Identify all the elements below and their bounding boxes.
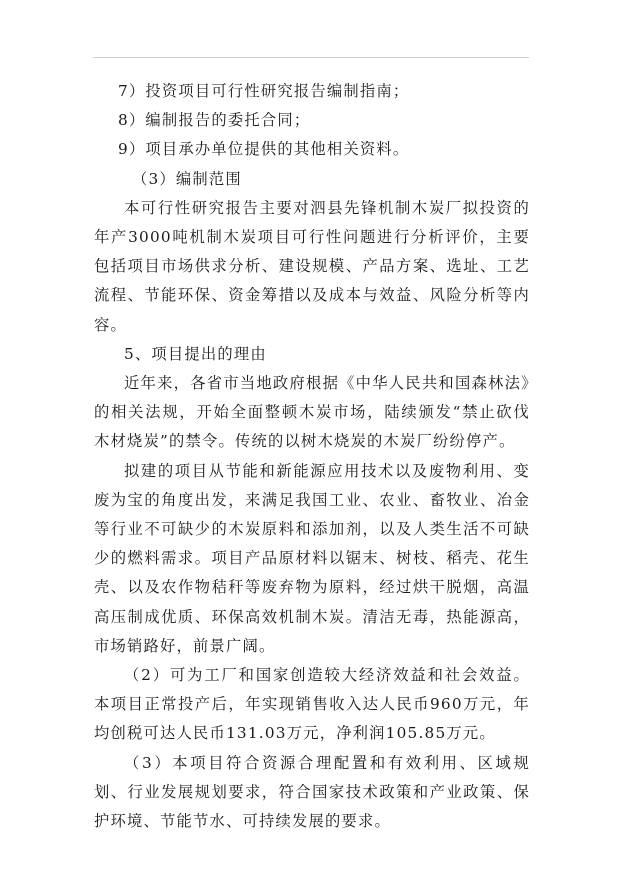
reason-paragraph-2: 拟建的项目从节能和新能源应用技术以及废物利用、变废为宝的角度出发，来满足我国工业、农业、畜牧业、冶金等行业不可缺少的木炭原料和添加剂，以及人类生活不可缺少的燃料需求。项目产品原材料以锯末、树枝、稻壳、花生壳、以及农作物秸秆等废弃物为原料，经过烘干脱烟，高温高压制成优质、环保高效机制木炭。清洁无毒，热能源高，市场销路好，前景广阔。 (94, 461, 530, 655)
section-reason-heading: 5、项目提出的理由 (124, 344, 267, 363)
list-item-9: 9）项目承办单位提供的其他相关资料。 (118, 140, 410, 159)
scope-paragraph: 本可行性研究报告主要对泗县先锋机制木炭厂拟投资的年产3000吨机制木炭项目可行性问题进行分析评价，主要包括项目市场供求分析、建设规模、产品方案、选址、工艺流程、节能环保、资金筹措以及成本与效益、风险分析等内容。 (94, 198, 530, 334)
header-divider (93, 57, 529, 58)
list-item-7: 7）投资项目可行性研究报告编制指南； (118, 82, 410, 100)
reason-paragraph-4: （3）本项目符合资源合理配置和有效利用、区域规划、行业发展规划要求，符合国家技术政策和产业政策、保护环境、节能节水、可持续发展的要求。 (94, 753, 530, 831)
reason-paragraph-1: 近年来，各省市当地政府根据《中华人民共和国森林法》的相关法规，开始全面整顿木炭市场，陆续颁发“禁止砍伐木材烧炭”的禁令。传统的以树木烧炭的木炭厂纷纷停产。 (94, 374, 530, 451)
document-body (94, 77, 530, 836)
list-item-8: 8）编制报告的委托合同； (118, 111, 311, 130)
section-scope-heading: （3）编制范围 (132, 169, 242, 188)
reason-paragraph-3: （2）可为工厂和国家创造较大经济效益和社会效益。本项目正常投产后，年实现销售收入达人民币960万元，年均创税可达人民币131.03万元，净利润105.85万元。 (94, 666, 530, 743)
